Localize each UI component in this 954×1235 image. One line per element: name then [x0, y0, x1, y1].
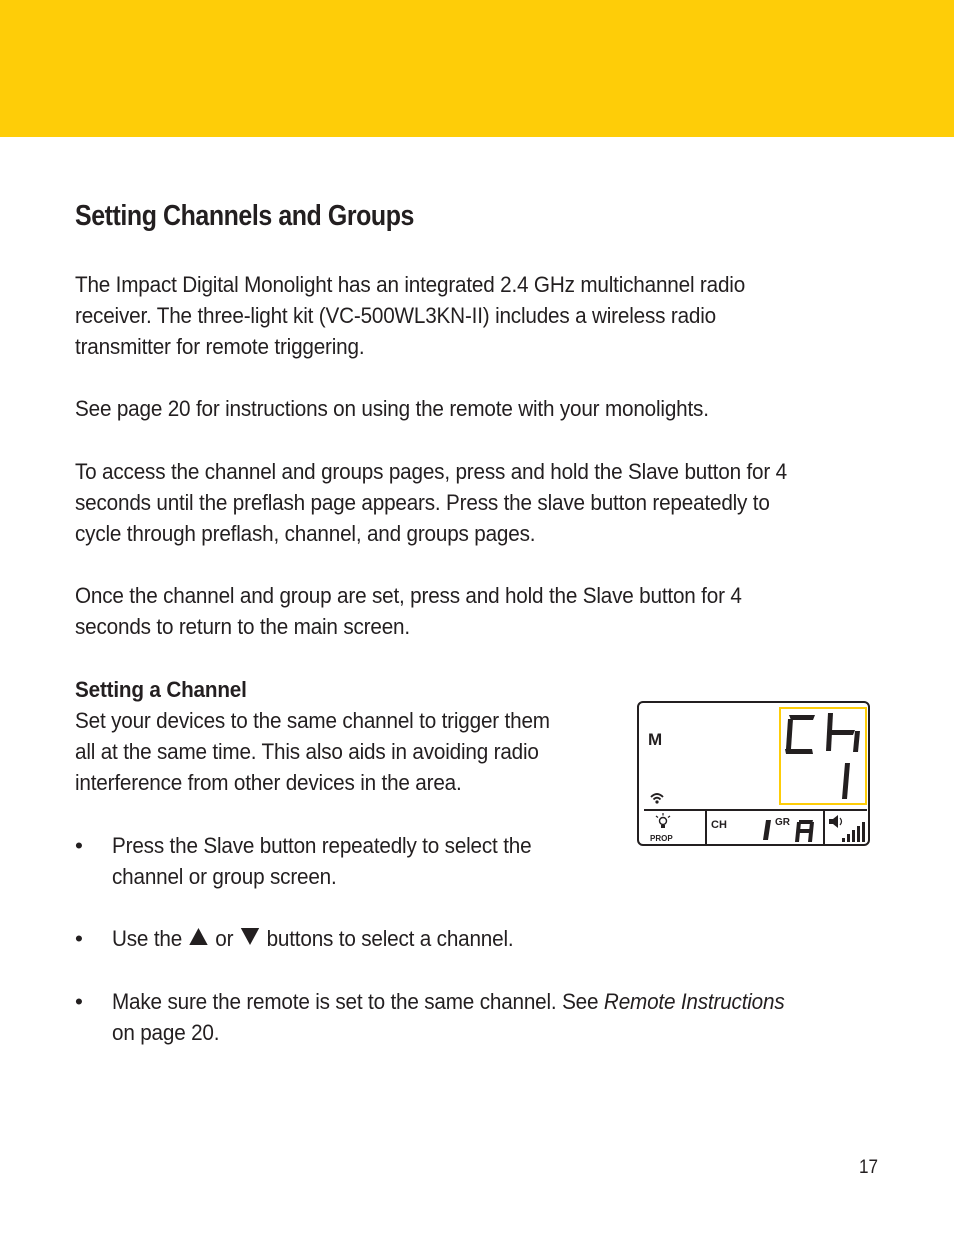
access-line-2: seconds until the preflash page appears. Press the slave button repeatedly to — [75, 490, 770, 515]
header-band — [0, 0, 954, 137]
up-arrow-icon — [189, 928, 207, 945]
intro-paragraph — [75, 269, 745, 362]
bullet-2 — [112, 923, 513, 954]
page-number: 17 — [859, 1157, 879, 1178]
down-arrow-icon — [241, 928, 259, 945]
setting-channel-section — [75, 674, 550, 798]
intro-line-1: The Impact Digital Monolight has an integrated 2.4 GHz multichannel radio — [75, 272, 746, 297]
bulb-icon — [655, 813, 671, 831]
bullet-2-mid: or — [215, 926, 234, 951]
lcd-ch-segment-display — [783, 711, 865, 803]
bullet-1-line-2: channel or group screen. — [112, 864, 337, 889]
bullet-1 — [112, 830, 531, 892]
see-page-line: See page 20 for instructions on using the remote with your monolights. — [75, 396, 709, 421]
lcd-mode-label: M — [648, 730, 663, 749]
page-title: Setting Channels and Groups — [75, 200, 414, 232]
lcd-prop-label: PROP — [650, 834, 673, 843]
bullet-2-marker: • — [75, 926, 83, 951]
intro-line-3: transmitter for remote triggering. — [75, 334, 365, 359]
bullet-3-marker: • — [75, 989, 83, 1014]
section-body-line-2: all at the same time. This also aids in avoiding radio — [75, 739, 539, 764]
speaker-icon — [828, 815, 868, 845]
bullet-1-line-1: Press the Slave button repeatedly to select the — [112, 833, 532, 858]
section-body-line-3: interference from other devices in the area. — [75, 770, 462, 795]
wifi-icon — [649, 791, 665, 805]
lcd-separator — [823, 811, 825, 844]
access-line-1: To access the channel and groups pages, press and hold the Slave button for 4 — [75, 459, 787, 484]
lcd-gr-label: GR — [775, 817, 790, 828]
section-body-line-1: Set your devices to the same channel to trigger them — [75, 708, 550, 733]
signal-bars-icon — [842, 838, 845, 842]
bullet-3 — [112, 986, 785, 1048]
lcd-separator — [705, 811, 707, 844]
intro-line-2: receiver. The three-light kit (VC-500WL3KN-II) includes a wireless radio — [75, 303, 716, 328]
see-page-paragraph — [75, 393, 709, 424]
lcd-gr-value — [794, 819, 816, 843]
lcd-ch-value — [761, 819, 773, 841]
bullet-3-line-2: on page 20. — [112, 1020, 220, 1045]
once-line-1: Once the channel and group are set, press and hold the Slave button for 4 — [75, 583, 742, 608]
bullet-2-post: buttons to select a channel. — [266, 926, 514, 951]
once-line-2: seconds to return to the main screen. — [75, 614, 410, 639]
bullet-3-pre: Make sure the remote is set to the same channel. See — [112, 989, 599, 1014]
lcd-display — [637, 701, 870, 846]
access-line-3: cycle through preflash, channel, and groups pages. — [75, 521, 536, 546]
once-paragraph — [75, 580, 742, 642]
lcd-ch-label: CH — [711, 819, 727, 831]
access-paragraph — [75, 456, 787, 549]
bullet-1-marker: • — [75, 833, 83, 858]
section-title: Setting a Channel — [75, 677, 247, 702]
lcd-divider — [644, 809, 867, 811]
remote-instructions-ref: Remote Instructions — [603, 989, 785, 1014]
bullet-2-pre: Use the — [112, 926, 183, 951]
